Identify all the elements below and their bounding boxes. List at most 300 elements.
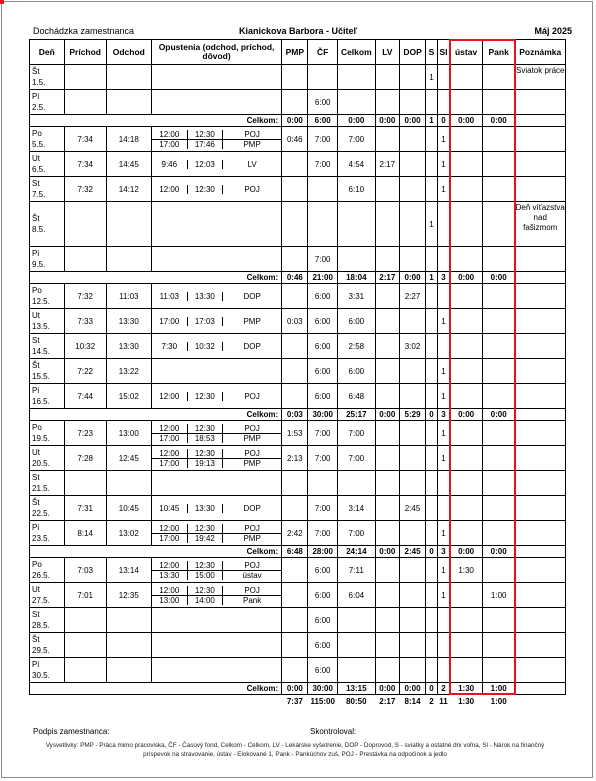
document-title: Dochádzka zamestnanca (33, 26, 135, 36)
cell-cf: 6:00 (308, 334, 337, 359)
cell-s (426, 334, 438, 359)
week-total-row (30, 115, 566, 127)
day-row (30, 384, 566, 409)
cell-dop (399, 471, 425, 496)
arrival-cell (64, 65, 106, 90)
day-name: Št (32, 67, 40, 76)
cell-pank (482, 202, 515, 247)
absence-from: 11:03 (152, 292, 187, 301)
arrival-cell: 10:32 (64, 334, 106, 359)
note-cell (515, 334, 566, 359)
week-total-ustav: 0:00 (450, 272, 483, 284)
col-header-s: S (426, 40, 438, 65)
absences-cell (151, 558, 281, 583)
week-total-cf: 28:00 (308, 546, 337, 558)
cell-s (426, 90, 438, 115)
cell-pank (482, 558, 515, 583)
week-total-tot: 13:15 (337, 683, 375, 695)
cell-s: 1 (426, 202, 438, 247)
day-date: 2.5. (32, 103, 46, 112)
cell-ustav (450, 633, 483, 658)
cell-cf: 6:00 (308, 384, 337, 409)
day-row (30, 247, 566, 272)
cell-pank (482, 309, 515, 334)
cell-cf: 6:00 (308, 558, 337, 583)
cell-tot: 6:48 (337, 384, 375, 409)
week-total-dop: 0:00 (399, 683, 425, 695)
cell-cf: 6:00 (308, 633, 337, 658)
day-name: St (32, 336, 40, 345)
cell-ustav (450, 521, 483, 546)
cell-sl (437, 496, 450, 521)
day-row (30, 334, 566, 359)
day-cell (30, 658, 65, 683)
departure-cell: 12:45 (106, 446, 151, 471)
absences-cell (151, 359, 281, 384)
departure-cell: 13:14 (106, 558, 151, 583)
cell-s (426, 471, 438, 496)
week-total-ustav: 1:30 (450, 683, 483, 695)
week-total-ustav: 0:00 (450, 409, 483, 421)
cell-s (426, 583, 438, 608)
arrival-cell (64, 90, 106, 115)
cell-pmp: 0:46 (282, 127, 308, 152)
absences-cell (151, 521, 281, 546)
month-label: Máj 2025 (534, 26, 572, 36)
cell-pmp (282, 633, 308, 658)
day-row (30, 558, 566, 583)
week-total-sl: 0 (437, 115, 450, 127)
cell-ustav (450, 421, 483, 446)
departure-cell: 13:02 (106, 521, 151, 546)
cell-pank: 1:00 (482, 583, 515, 608)
day-name: St (32, 179, 40, 188)
absences-subtable (152, 586, 281, 605)
absences-subtable (152, 185, 281, 194)
attendance-table (29, 39, 566, 707)
day-cell (30, 446, 65, 471)
departure-cell (106, 90, 151, 115)
absence-to: 12:30 (187, 392, 222, 401)
cell-tot (337, 608, 375, 633)
cell-tot (337, 471, 375, 496)
week-total-dop: 0:00 (399, 272, 425, 284)
departure-cell: 13:30 (106, 334, 151, 359)
cell-cf (308, 202, 337, 247)
absence-reason: POJ (244, 129, 260, 139)
day-date: 21.5. (32, 484, 50, 493)
cell-cf: 7:00 (308, 152, 337, 177)
cell-pmp (282, 334, 308, 359)
cell-ustav (450, 152, 483, 177)
week-total-tot: 0:00 (337, 115, 375, 127)
day-name: Pi (32, 249, 40, 258)
departure-cell: 13:00 (106, 421, 151, 446)
arrival-cell: 7:01 (64, 583, 106, 608)
cell-pank (482, 496, 515, 521)
cell-pmp: 2:42 (282, 521, 308, 546)
cell-tot: 7:00 (337, 521, 375, 546)
employee-name: Kianickova Barbora - Učiteľ (238, 26, 357, 36)
cell-pank (482, 65, 515, 90)
cell-sl: 1 (437, 446, 450, 471)
col-header-note: Poznámka (515, 40, 566, 65)
arrival-cell (64, 247, 106, 272)
absence-row (152, 561, 281, 571)
cell-sl (437, 633, 450, 658)
day-name: Po (32, 286, 42, 295)
day-cell (30, 90, 65, 115)
cell-sl: 1 (437, 583, 450, 608)
day-name: Po (32, 560, 42, 569)
cell-lv (375, 177, 399, 202)
absence-from: 17:00 (152, 317, 187, 326)
absence-row (152, 130, 281, 140)
absence-reason: PMP (223, 139, 282, 149)
cell-pmp (282, 496, 308, 521)
absences-subtable (152, 130, 281, 149)
cell-lv (375, 384, 399, 409)
absence-to: 13:30 (187, 504, 222, 513)
cell-dop (399, 202, 425, 247)
week-total-sl: 2 (437, 683, 450, 695)
departure-cell (106, 658, 151, 683)
day-name: Št (32, 214, 40, 223)
cell-dop (399, 127, 425, 152)
absences-cell (151, 471, 281, 496)
cell-s (426, 446, 438, 471)
absences-subtable (152, 342, 281, 351)
day-date: 29.5. (32, 646, 50, 655)
arrival-cell: 7:22 (64, 359, 106, 384)
cell-sl (437, 202, 450, 247)
grand-total-ustav: 1:30 (458, 696, 475, 706)
week-total-ustav: 0:00 (450, 546, 483, 558)
cell-lv (375, 471, 399, 496)
week-total-sl: 3 (437, 272, 450, 284)
cell-s (426, 521, 438, 546)
departure-cell: 15:02 (106, 384, 151, 409)
day-name: Ut (32, 311, 40, 320)
absence-reason: POJ (244, 423, 260, 433)
week-total-pmp: 0:03 (282, 409, 308, 421)
cell-lv (375, 421, 399, 446)
arrival-cell: 7:03 (64, 558, 106, 583)
day-row (30, 127, 566, 152)
cell-cf: 6:00 (308, 284, 337, 309)
departure-cell: 13:22 (106, 359, 151, 384)
cell-cf: 6:00 (308, 359, 337, 384)
absence-reason: ústav (223, 570, 282, 580)
cell-sl: 1 (437, 309, 450, 334)
note-cell (515, 359, 566, 384)
day-row (30, 309, 566, 334)
cell-sl (437, 247, 450, 272)
day-row (30, 284, 566, 309)
cell-dop (399, 309, 425, 334)
absence-reason: PMP (223, 533, 282, 543)
absence-row (152, 342, 281, 351)
cell-pank (482, 247, 515, 272)
cell-tot: 7:00 (337, 421, 375, 446)
departure-cell: 14:18 (106, 127, 151, 152)
cell-cf (308, 471, 337, 496)
cell-ustav (450, 658, 483, 683)
cell-pmp (282, 608, 308, 633)
day-row (30, 65, 566, 90)
absence-to: 12:30 (187, 524, 222, 534)
week-total-lv: 0:00 (375, 546, 399, 558)
cell-lv (375, 65, 399, 90)
absence-to: 12:30 (187, 424, 222, 434)
arrival-cell: 7:44 (64, 384, 106, 409)
absence-to: 12:30 (187, 561, 222, 571)
day-date: 19.5. (32, 434, 50, 443)
week-total-pank: 1:00 (482, 683, 515, 695)
week-total-lv: 2:17 (375, 272, 399, 284)
week-total-note (515, 409, 566, 421)
day-date: 27.5. (32, 596, 50, 605)
cell-ustav (450, 334, 483, 359)
cell-lv (375, 496, 399, 521)
grand-total-dop: 8:14 (404, 696, 421, 706)
cell-tot: 7:00 (337, 446, 375, 471)
absences-cell (151, 152, 281, 177)
week-total-pmp: 0:46 (282, 272, 308, 284)
arrival-cell (64, 658, 106, 683)
cell-sl: 1 (437, 152, 450, 177)
col-header-cf: ČF (308, 40, 337, 65)
col-header-sl: Sl (437, 40, 450, 65)
day-row (30, 359, 566, 384)
absence-row (152, 524, 281, 534)
day-date: 28.5. (32, 621, 50, 630)
absences-cell (151, 284, 281, 309)
day-cell (30, 558, 65, 583)
col-header-arrival: Príchod (64, 40, 106, 65)
absence-reason: POJ (244, 560, 260, 570)
cell-s (426, 309, 438, 334)
day-date: 15.5. (32, 372, 50, 381)
week-total-label: Celkom: (30, 409, 282, 421)
cell-dop (399, 152, 425, 177)
week-total-tot: 25:17 (337, 409, 375, 421)
week-total-dop: 0:00 (399, 115, 425, 127)
absence-from: 12:00 (152, 586, 187, 596)
absences-cell (151, 496, 281, 521)
cell-pank (482, 177, 515, 202)
cell-pmp (282, 471, 308, 496)
cell-ustav (450, 471, 483, 496)
cell-sl: 1 (437, 384, 450, 409)
cell-sl: 1 (437, 127, 450, 152)
week-total-note (515, 546, 566, 558)
cell-s (426, 421, 438, 446)
absence-from: 9:46 (152, 160, 187, 169)
day-name: Ut (32, 585, 40, 594)
cell-pmp (282, 384, 308, 409)
absence-reason: DOP (243, 291, 261, 301)
col-header-dop: DOP (399, 40, 425, 65)
cell-dop (399, 446, 425, 471)
col-header-absences: Opustenia (odchod, príchod, dôvod) (151, 40, 281, 65)
day-date: 14.5. (32, 347, 50, 356)
absence-from: 12:00 (152, 392, 187, 401)
note-cell (515, 496, 566, 521)
absences-subtable (152, 292, 281, 301)
cell-cf: 7:00 (308, 247, 337, 272)
cell-s (426, 177, 438, 202)
absence-reason: DOP (243, 341, 261, 351)
cell-tot: 6:04 (337, 583, 375, 608)
absence-from: 10:45 (152, 504, 187, 513)
departure-cell (106, 65, 151, 90)
day-date: 20.5. (32, 459, 50, 468)
cell-s (426, 558, 438, 583)
note-cell (515, 309, 566, 334)
note-cell (515, 633, 566, 658)
absences-cell (151, 90, 281, 115)
absence-row (152, 392, 281, 401)
week-total-dop: 2:45 (399, 546, 425, 558)
cell-sl: 1 (437, 359, 450, 384)
day-name: Št (32, 635, 40, 644)
week-total-cf: 30:00 (308, 409, 337, 421)
cell-dop (399, 90, 425, 115)
day-date: 5.5. (32, 140, 46, 149)
week-total-cf: 21:00 (308, 272, 337, 284)
departure-cell: 14:45 (106, 152, 151, 177)
absence-row (152, 185, 281, 194)
absence-row (152, 139, 281, 149)
cell-ustav (450, 583, 483, 608)
week-total-label: Celkom: (30, 546, 282, 558)
week-total-pmp: 6:48 (282, 546, 308, 558)
absence-to: 14:00 (187, 595, 222, 605)
absences-cell (151, 384, 281, 409)
cell-tot (337, 65, 375, 90)
cell-s (426, 152, 438, 177)
cell-s (426, 359, 438, 384)
absences-subtable (152, 317, 281, 326)
week-total-s: 0 (426, 546, 438, 558)
cell-cf: 6:00 (308, 90, 337, 115)
grand-total-total: 80:50 (346, 696, 367, 706)
day-date: 1.5. (32, 78, 46, 87)
cell-s (426, 633, 438, 658)
absence-from: 17:00 (152, 458, 187, 468)
grand-total-row (30, 695, 566, 708)
cell-dop (399, 521, 425, 546)
cell-lv (375, 633, 399, 658)
absence-to: 19:42 (187, 533, 222, 543)
absence-row (152, 458, 281, 468)
day-cell (30, 177, 65, 202)
cell-ustav (450, 65, 483, 90)
note-cell (515, 284, 566, 309)
col-header-ustav: ústav (450, 40, 483, 65)
cell-lv (375, 127, 399, 152)
cell-ustav (450, 608, 483, 633)
absence-from: 13:00 (152, 595, 187, 605)
week-total-tot: 18:04 (337, 272, 375, 284)
week-total-ustav: 0:00 (450, 115, 483, 127)
grand-total-pank: 1:00 (490, 696, 507, 706)
col-header-lv: LV (375, 40, 399, 65)
day-row (30, 633, 566, 658)
cell-lv (375, 309, 399, 334)
cell-pmp (282, 247, 308, 272)
day-row (30, 202, 566, 247)
cell-pank (482, 658, 515, 683)
absence-from: 7:30 (152, 342, 187, 351)
cell-pmp (282, 558, 308, 583)
cell-lv: 2:17 (375, 152, 399, 177)
absence-reason: PMP (223, 433, 282, 443)
col-header-pank: Pank (482, 40, 515, 65)
absences-cell (151, 633, 281, 658)
day-date: 12.5. (32, 297, 50, 306)
day-date: 7.5. (32, 190, 46, 199)
week-total-s: 1 (426, 272, 438, 284)
cell-s (426, 127, 438, 152)
week-total-pank: 0:00 (482, 546, 515, 558)
departure-cell: 14:12 (106, 177, 151, 202)
absence-from: 17:00 (152, 139, 187, 149)
cell-pank (482, 90, 515, 115)
absence-to: 15:00 (187, 570, 222, 580)
note-cell (515, 608, 566, 633)
week-total-lv: 0:00 (375, 409, 399, 421)
checked-label: Skontroloval: (310, 727, 357, 736)
absences-subtable (152, 561, 281, 580)
absence-row (152, 533, 281, 543)
note-cell: Deň víťazstva nad fašizmom (515, 202, 566, 247)
day-name: St (32, 473, 40, 482)
cell-pmp: 0:03 (282, 309, 308, 334)
cell-lv (375, 446, 399, 471)
absence-row (152, 160, 281, 169)
absence-to: 12:30 (187, 586, 222, 596)
note-cell (515, 471, 566, 496)
departure-cell (106, 633, 151, 658)
absence-reason: POJ (244, 184, 260, 194)
cell-ustav (450, 384, 483, 409)
day-row (30, 583, 566, 608)
day-date: 6.5. (32, 165, 46, 174)
departure-cell (106, 202, 151, 247)
week-total-pmp: 0:00 (282, 115, 308, 127)
grand-total-cf: 115:00 (310, 696, 335, 706)
header-row (30, 40, 566, 65)
arrival-cell: 7:32 (64, 177, 106, 202)
week-total-row (30, 683, 566, 695)
cell-lv (375, 202, 399, 247)
day-name: Po (32, 423, 42, 432)
cell-sl (437, 90, 450, 115)
day-name: Pi (32, 523, 40, 532)
cell-tot (337, 633, 375, 658)
day-cell (30, 334, 65, 359)
cell-s (426, 384, 438, 409)
cell-s (426, 658, 438, 683)
cell-dop: 2:27 (399, 284, 425, 309)
absence-to: 12:30 (187, 130, 222, 140)
day-cell (30, 152, 65, 177)
note-cell (515, 90, 566, 115)
arrival-cell: 7:34 (64, 152, 106, 177)
day-name: Ut (32, 448, 40, 457)
